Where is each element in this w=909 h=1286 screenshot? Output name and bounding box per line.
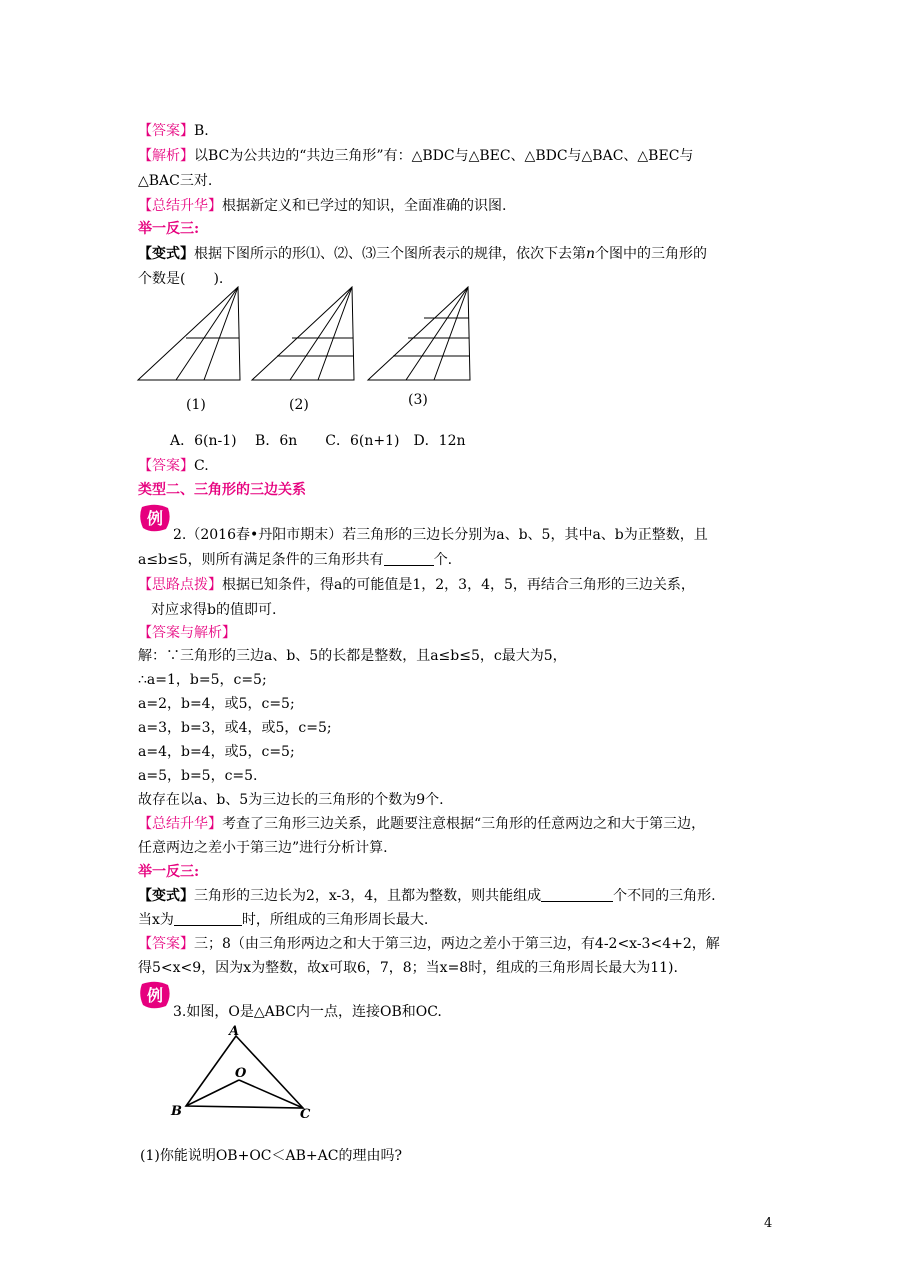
question-3-part-1: (1)你能说明OB+OC＜AB+AC的理由吗? [140, 1148, 402, 1164]
answer-blank [384, 551, 434, 566]
hint-tag: 【思路点拨】 [138, 577, 222, 593]
hint-text: 根据已知条件，得a的可能值是1，2，3，4，5，再结合三角形的三边关系， [222, 577, 695, 593]
variant-line-2: 个数是( ). [138, 271, 224, 287]
answer-3-text: 三；8（由三角形两边之和大于第三边，两边之差小于第三边，有4-2<x-3<4+2，解 [194, 936, 720, 952]
answer-line-1 [138, 120, 209, 142]
hint-line-2: 对应求得b的值即可. [151, 602, 277, 618]
answer-line-2 [138, 455, 209, 477]
variant-2-line-1 [138, 885, 716, 907]
question-3-line: 3.如图，O是△ABC内一点，连接OB和OC. [173, 1004, 442, 1020]
analysis-line-2 [138, 170, 212, 192]
practice-heading-1: 举一反三: [138, 221, 200, 237]
summary-text: 根据新定义和已学过的知识，全面准确的识图. [222, 198, 507, 214]
triangle-figure-1 [136, 284, 246, 384]
answer-3-line-1 [138, 933, 720, 955]
variant-2-text-a: 三角形的三边长为2，x-3，4，且都为整数，则共能组成 [194, 888, 542, 904]
solution-line-2: ∴a=1，b=5，c=5; [138, 672, 267, 688]
variant-2-text-b: 个不同的三角形. [613, 888, 716, 904]
solution-line-1: 解：∵三角形的三边a、b、5的长都是整数，且a≤b≤5，c最大为5， [138, 648, 567, 664]
analysis-tag: 【解析】 [138, 148, 194, 164]
example-badge-icon [138, 503, 172, 533]
vertex-label-c: C [300, 1107, 311, 1122]
choice-options: A．6(n-1) B．6n C．6(n+1) D．12n [170, 433, 466, 449]
figure-label-1: (1) [186, 397, 206, 413]
variant-tag: 【变式】 [138, 246, 194, 262]
variant-line-1 [138, 243, 707, 265]
answer-tag-2: 【答案】 [138, 458, 194, 474]
variant-2-tag: 【变式】 [138, 888, 194, 904]
example-badge-icon-2 [138, 980, 172, 1010]
summary-2-line-2: 任意两边之差小于第三边”进行分析计算. [138, 840, 388, 856]
analysis-text: 以BC为公共边的“共边三角形”有：△BDC与△BEC、△BDC与△BAC、△BEC与 [194, 148, 694, 164]
summary-2-line-1 [138, 813, 705, 835]
question-2-line-1: 2.（2016春•丹阳市期末）若三角形的三边长分别为a、b、5，其中a、b为正整数，且 [173, 527, 708, 543]
variant-2-blank-1 [541, 887, 613, 902]
question-2-line-2 [138, 549, 452, 571]
hint-line-1 [138, 574, 695, 596]
practice-heading-2: 举一反三: [138, 864, 200, 880]
example-badge-char-2: 例 [146, 986, 164, 1005]
answer-tag: 【答案】 [138, 123, 194, 139]
figure-label-2: (2) [289, 397, 309, 413]
summary-tag: 【总结升华】 [138, 198, 222, 214]
answer-text-2: C. [194, 458, 209, 474]
answer-analysis-heading: 【答案与解析】 [138, 625, 236, 641]
solution-line-7: 故存在以a、b、5为三边长的三角形的个数为9个. [138, 792, 444, 808]
triangle-figure-3 [366, 284, 476, 384]
section-heading-2: 类型二、三角形的三边关系 [138, 482, 306, 498]
vertex-label-b: B [171, 1104, 182, 1119]
variant-text-a: 根据下图所示的形⑴、⑵、⑶三个图所表示的规律，依次下去第 [194, 246, 586, 262]
analysis-text-cont: △BAC三对. [138, 173, 213, 189]
summary-2-tag: 【总结升华】 [138, 816, 222, 832]
variant-2-text-c: 当x为 [138, 912, 174, 928]
variant-2-text-d: 时，所组成的三角形周长最大. [241, 912, 429, 928]
page-number: 4 [764, 1216, 773, 1231]
variant-2-blank-2 [174, 911, 242, 926]
summary-2-text: 考查了三角形三边关系，此题要注意根据“三角形的任意两边之和大于第三边， [222, 816, 706, 832]
answer-3-tag: 【答案】 [138, 936, 194, 952]
solution-line-3: a=2，b=4，或5，c=5; [138, 696, 295, 712]
answer-3-line-2: 得5<x<9，因为x为整数，故x可取6，7，8；当x=8时，组成的三角形周长最大为11). [138, 960, 678, 976]
question-2-text-b: 个. [433, 552, 453, 568]
solution-line-4: a=3，b=3，或4，或5，c=5; [138, 720, 332, 736]
figure-label-3: (3) [408, 392, 428, 408]
variant-2-line-2 [138, 909, 428, 931]
example-badge-char: 例 [146, 509, 164, 528]
vertex-label-a: A [229, 1024, 240, 1039]
question-2-text-a: a≤b≤5，则所有满足条件的三角形共有 [138, 552, 384, 568]
answer-text: B. [194, 123, 209, 139]
solution-line-6: a=5，b=5，c=5. [138, 768, 258, 784]
variant-n: n [586, 246, 596, 262]
point-label-o: O [235, 1066, 247, 1081]
analysis-line-1 [138, 145, 693, 167]
solution-line-5: a=4，b=4，或5，c=5; [138, 744, 295, 760]
triangle-abc-figure [168, 1020, 318, 1122]
triangle-figure-2 [250, 284, 360, 384]
variant-text-b: 个图中的三角形的 [595, 246, 708, 262]
summary-line-1 [138, 195, 506, 217]
